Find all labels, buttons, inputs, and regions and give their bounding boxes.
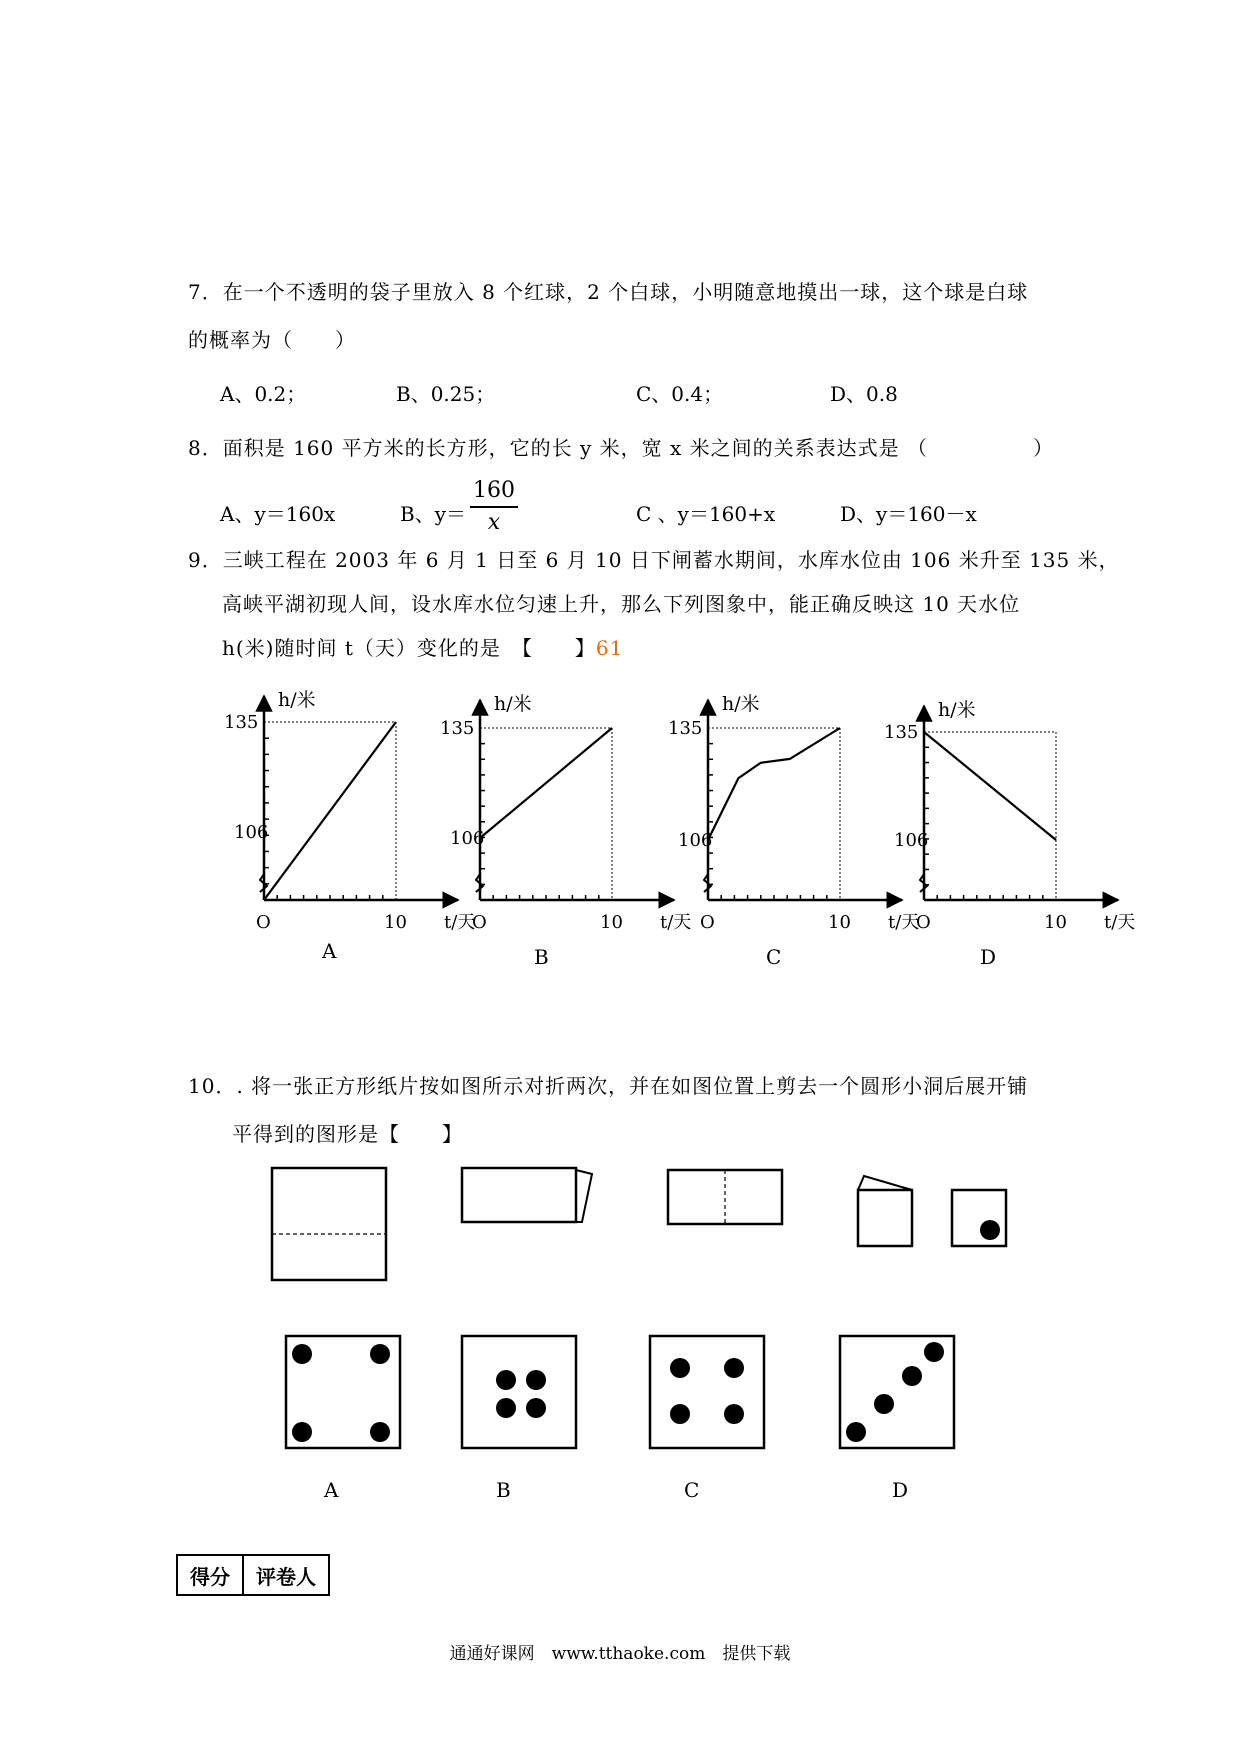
fraction-denominator: x	[487, 510, 501, 535]
y-tick-label-135: 135	[668, 718, 703, 739]
x-axis-label: t/天	[1104, 912, 1136, 933]
series-line	[708, 728, 840, 840]
q7-option-c: C、0.4；	[636, 382, 724, 406]
answer-b-figure	[462, 1336, 576, 1448]
y-axis-label: h/米	[938, 699, 976, 721]
x-tick-label-10: 10	[384, 912, 407, 933]
origin-label: O	[472, 912, 487, 933]
answer-c-figure	[650, 1336, 764, 1448]
footer: 通通好课网 www.tthaoke.com 提供下载	[449, 1644, 791, 1664]
q8-option-b: B、y＝	[400, 502, 466, 526]
cut-square	[952, 1190, 1006, 1246]
y-tick-label-135: 135	[440, 718, 475, 739]
y-tick-label-106: 106	[450, 828, 485, 849]
q10-line2: 平得到的图形是【 】	[232, 1122, 463, 1146]
q8-option-c: C 、y＝160+x	[636, 502, 776, 526]
fold-step-4	[858, 1176, 912, 1246]
series-line	[480, 728, 612, 838]
y-tick-label-106: 106	[234, 822, 269, 843]
q8-option-d: D、y＝160－x	[840, 502, 977, 526]
q8-option-a: A、y＝160x	[220, 502, 336, 526]
q9-line2: 高峡平湖初现人间，设水库水位匀速上升，那么下列图象中，能正确反映这 10 天水位	[222, 592, 1021, 616]
y-tick-label-106: 106	[678, 830, 713, 851]
q10-answer-label-a: A	[324, 1478, 339, 1502]
x-tick-label-10: 10	[1044, 912, 1067, 933]
q9-line3-suffix: 61	[595, 636, 624, 660]
score-cell: 得分	[177, 1555, 243, 1595]
answer-d-figure	[840, 1336, 954, 1448]
q9-line1: 9．三峡工程在 2003 年 6 月 1 日至 6 月 10 日下闸蓄水期间，水库水位由 106 米升至 135 米，	[188, 548, 1120, 572]
y-tick-label-135: 135	[884, 722, 919, 743]
q7-option-b: B、0.25；	[396, 382, 496, 406]
graph-label: D	[980, 945, 997, 969]
answer-a-figure	[286, 1336, 400, 1448]
y-axis-label: h/米	[494, 693, 532, 715]
q7-line2: 的概率为（ ）	[188, 328, 356, 352]
fraction-numerator: 160	[473, 478, 515, 503]
series-line	[264, 722, 396, 900]
graph-label: B	[534, 945, 549, 969]
q7-option-a: A、0.2；	[220, 382, 307, 406]
grader-cell: 评卷人	[243, 1555, 329, 1595]
q10-line1: 10．. 将一张正方形纸片按如图所示对折两次，并在如图位置上剪去一个圆形小洞后展开铺	[188, 1074, 1029, 1098]
q9-line3-text: h(米)随时间 t（天）变化的是 【 】	[222, 636, 596, 660]
y-tick-label-135: 135	[224, 712, 259, 733]
y-axis-label: h/米	[278, 689, 316, 711]
x-tick-label-10: 10	[600, 912, 623, 933]
hole-dot	[980, 1220, 1000, 1240]
x-axis-label: t/天	[444, 912, 476, 933]
fold-step-1	[272, 1168, 386, 1280]
fold-step-3	[668, 1170, 782, 1224]
y-axis-label: h/米	[722, 693, 760, 715]
x-axis-label: t/天	[660, 912, 692, 933]
q7-option-d: D、0.8	[830, 382, 898, 406]
origin-label: O	[700, 912, 715, 933]
origin-label: O	[256, 912, 271, 933]
y-tick-label-106: 106	[894, 830, 929, 851]
x-axis-label: t/天	[888, 912, 920, 933]
series-line	[924, 732, 1056, 840]
q10-answer-label-d: D	[892, 1478, 909, 1502]
q10-figures	[0, 1140, 1240, 1520]
score-table	[176, 1554, 330, 1596]
q7-line1: 7．在一个不透明的袋子里放入 8 个红球，2 个白球，小明随意地摸出一球，这个球是白球	[188, 280, 1029, 304]
x-tick-label-10: 10	[828, 912, 851, 933]
fold-step-2	[462, 1168, 592, 1222]
q10-answer-label-c: C	[684, 1478, 700, 1502]
graph-label: C	[766, 945, 782, 969]
origin-label: O	[916, 912, 931, 933]
graph-label: A	[322, 939, 337, 963]
q10-answer-label-b: B	[496, 1478, 511, 1502]
q8-line1: 8．面积是 160 平方米的长方形，它的长 y 米，宽 x 米之间的关系表达式是 （ ）	[188, 436, 1054, 460]
